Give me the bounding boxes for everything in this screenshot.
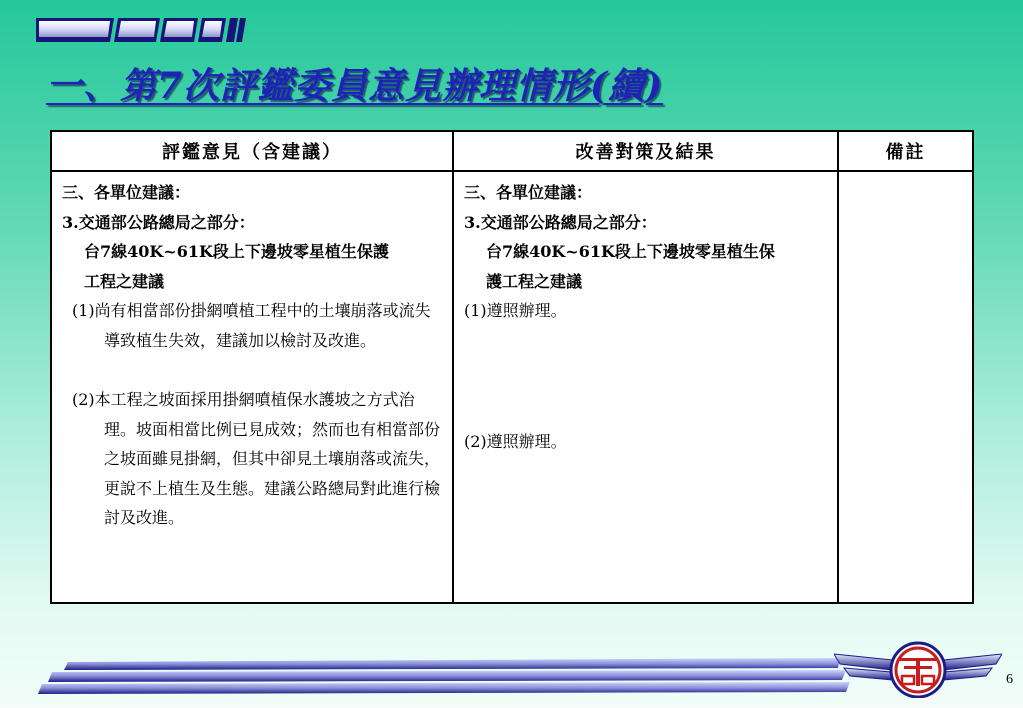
response-topic-line2: 護工程之建議 xyxy=(486,271,583,291)
header-remarks: 備註 xyxy=(838,131,973,171)
opinion-item-1: (1)尚有相當部份掛網噴植工程中的土壤崩落或流失導致植生失效，建議加以檢討及改進。 xyxy=(72,301,431,350)
response-topic-line1: 台7線40K~61K段上下邊坡零星植生保 xyxy=(486,242,775,261)
table-header-row xyxy=(51,131,973,171)
header-opinion: 評鑑意見（含建議） xyxy=(51,131,453,171)
slide-title: 一、第7次評鑑委員意見辦理情形(續) xyxy=(46,65,664,107)
response-section: 三、各單位建議： xyxy=(464,183,593,202)
opinion-topic-line2: 工程之建議 xyxy=(84,271,165,291)
opinion-subsection: 3.交通部公路總局之部分： xyxy=(62,212,255,232)
response-subsection: 3.交通部公路總局之部分： xyxy=(464,212,657,232)
header-response: 改善對策及結果 xyxy=(453,131,838,171)
highway-logo-icon xyxy=(834,640,1002,698)
response-item-1: (1)遵照辦理。 xyxy=(464,301,567,320)
response-item-2: (2)遵照辦理。 xyxy=(464,431,567,451)
opinion-cell xyxy=(51,171,453,603)
response-cell xyxy=(453,171,838,603)
opinion-table xyxy=(50,130,974,604)
remarks-cell xyxy=(838,171,973,603)
header-stripes-graphic xyxy=(36,16,246,46)
opinion-topic-line1: 台7線40K~61K段上下邊坡零星植生保護 xyxy=(84,242,389,261)
opinion-section: 三、各單位建議： xyxy=(62,183,191,202)
opinion-item-2: (2)本工程之坡面採用掛網噴植保水護坡之方式治理。坡面相當比例已見成效；然而也有相當部份之坡面雖見掛網，但其中卻見土壤崩落或流失，更說不上植生及生態。建議公路總局對此進行檢討及改進。 xyxy=(72,390,441,527)
page-number: 6 xyxy=(1006,672,1013,687)
table-row xyxy=(51,171,973,603)
